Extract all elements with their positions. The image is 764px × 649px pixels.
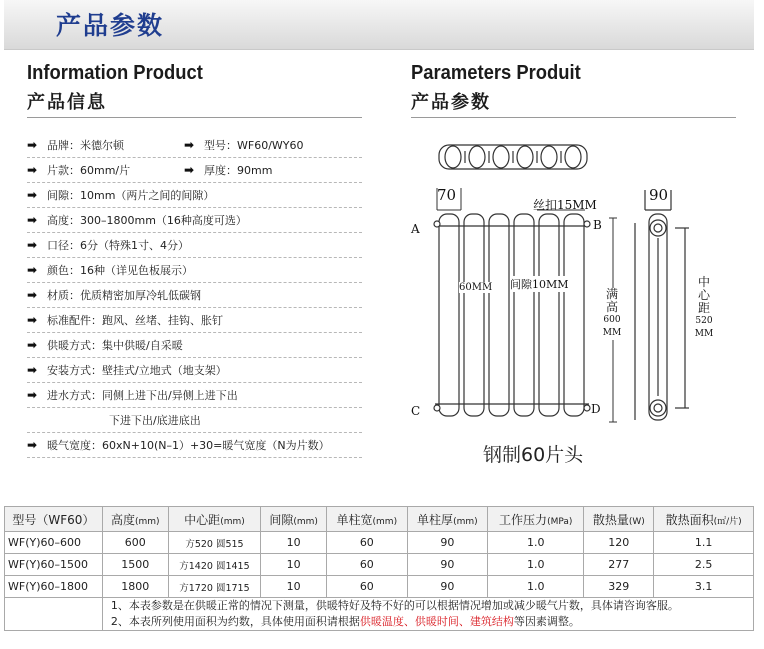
col-center: [168, 507, 261, 532]
col-unit: (mm): [372, 516, 398, 527]
full-height-value: 600: [603, 315, 621, 325]
top-view-sections: [445, 146, 581, 168]
col-heat: [584, 507, 654, 532]
arrow-right-icon: ➡: [27, 238, 38, 252]
col-label: 工作压力: [499, 512, 548, 527]
header-bar: [4, 0, 754, 50]
col-model: [5, 507, 103, 532]
col-width: [327, 507, 408, 532]
spec-row: [27, 433, 362, 458]
table-notes: [102, 598, 753, 631]
drawing-caption: 钢制60片头: [483, 444, 584, 466]
cell-heat: 277: [584, 554, 654, 576]
col-unit: (mm): [453, 516, 478, 527]
params-title-cn: 产品参数: [411, 92, 491, 113]
cell-gap: 10: [261, 532, 327, 554]
cell-model: WF(Y)60–600: [5, 532, 103, 554]
cell-area: 3.1: [654, 576, 754, 598]
spec-row: [27, 133, 362, 158]
arrow-right-icon: ➡: [27, 213, 38, 227]
col-label: 散热面积: [665, 512, 714, 527]
arrow-right-icon: ➡: [184, 138, 195, 152]
spec-install: 安装方式：壁挂式/立地式（地支架）: [47, 364, 227, 377]
spec-row: [27, 283, 362, 308]
cell-thickness: 90: [407, 576, 488, 598]
col-gap: [261, 507, 327, 532]
full-height-char: 高: [605, 300, 618, 314]
page-title: 产品参数: [56, 11, 165, 40]
cell-pressure: 1.0: [488, 532, 584, 554]
col-unit: (mm): [135, 516, 160, 527]
arrow-right-icon: ➡: [27, 363, 38, 377]
spec-model: 型号：WF60/WY60: [204, 139, 304, 152]
spec-row: [27, 233, 362, 258]
cell-center: 方520 圆515: [168, 532, 261, 554]
info-title-en: Information Product: [27, 62, 203, 84]
arrow-right-icon: ➡: [27, 263, 38, 277]
notes-spacer: [5, 598, 103, 631]
cell-thickness: 90: [407, 554, 488, 576]
arrow-right-icon: ➡: [27, 288, 38, 302]
cell-center: 方1720 圆1715: [168, 576, 261, 598]
arrow-right-icon: ➡: [27, 388, 38, 402]
arrow-right-icon: ➡: [27, 188, 38, 202]
arrow-right-icon: ➡: [27, 438, 38, 452]
cell-center: 方1420 圆1415: [168, 554, 261, 576]
spec-brand: 品牌：米德尔顿: [47, 139, 124, 152]
spec-height: 高度：300–1800mm（16种高度可选）: [47, 214, 247, 227]
spec-inlet-more: 下进下出/底进底出: [109, 414, 201, 427]
spec-accessories: 标准配件：跑风、丝堵、挂钩、胀钉: [47, 314, 223, 327]
point-a: A: [411, 222, 420, 236]
radiator-diagram-svg: [405, 138, 735, 438]
center-char: 距: [697, 301, 710, 315]
col-height: [102, 507, 168, 532]
cell-pressure: 1.0: [488, 576, 584, 598]
note-2-prefix: 2、本表所列使用面积为约数，具体使用面积请根据: [110, 615, 360, 628]
dim-gap: 间隙10MM: [510, 278, 569, 291]
col-unit: (MPa): [547, 516, 573, 527]
table-row: [5, 554, 754, 576]
radiator-drawing: [405, 138, 735, 468]
front-view: [434, 214, 590, 416]
info-divider: [27, 117, 362, 118]
cell-gap: 10: [261, 576, 327, 598]
spec-inlet: 进水方式：同侧上进下出/异侧上进下出: [47, 389, 238, 402]
spec-gap: 间隙：10mm（两片之间的间隙）: [47, 189, 215, 202]
cell-width: 60: [327, 576, 408, 598]
cell-width: 60: [327, 554, 408, 576]
col-unit: (W): [628, 516, 645, 527]
spec-caliber: 口径：6分（特殊1寸、4分）: [47, 239, 189, 252]
spec-row: [27, 158, 362, 183]
arrow-right-icon: ➡: [27, 313, 38, 327]
point-d: D: [591, 402, 601, 416]
col-thickness: [407, 507, 488, 532]
cell-gap: 10: [261, 554, 327, 576]
spec-list: [27, 133, 362, 458]
col-label: 间隙: [269, 512, 294, 527]
spec-row: [27, 308, 362, 333]
arrow-right-icon: ➡: [27, 163, 38, 177]
spec-heating: 供暖方式：集中供暖/自采暖: [47, 339, 183, 352]
spec-row: [27, 358, 362, 383]
center-value: 520: [695, 316, 713, 326]
full-height-label: [601, 288, 623, 340]
table-row: [5, 532, 754, 554]
spec-thickness: 厚度：90mm: [204, 164, 273, 177]
spec-row: [27, 333, 362, 358]
spec-color: 颜色：16种（详见色板展示）: [47, 264, 193, 277]
cell-pressure: 1.0: [488, 554, 584, 576]
spec-row: [27, 408, 362, 433]
table-header-row: [5, 507, 754, 532]
col-unit: (mm): [293, 516, 318, 527]
arrow-right-icon: ➡: [27, 138, 38, 152]
col-area: [654, 507, 754, 532]
dim-60: 60MM: [459, 282, 493, 293]
parameter-table: [4, 506, 754, 631]
params-divider: [411, 117, 736, 118]
top-view: [439, 145, 587, 169]
full-height-unit: MM: [602, 328, 622, 338]
col-label: 中心距: [184, 512, 221, 527]
col-unit: (mm): [220, 516, 245, 527]
center-char: 中: [697, 275, 710, 289]
note-2: [111, 614, 751, 630]
col-label: 型号（WF60）: [12, 512, 95, 527]
info-title-cn: 产品信息: [27, 92, 107, 113]
col-label: 单柱宽: [336, 512, 373, 527]
col-label: 高度: [110, 512, 135, 527]
table-notes-row: [5, 598, 754, 631]
center-distance-label: [693, 276, 715, 341]
cell-width: 60: [327, 532, 408, 554]
arrow-right-icon: ➡: [184, 163, 195, 177]
note-1: 1、本表参数是在供暖正常的情况下测量，供暖特好及特不好的可以根据情况增加或减少暖气片数，具体请咨询客服。: [110, 599, 679, 612]
center-unit: MM: [694, 329, 714, 339]
spec-row: [27, 258, 362, 283]
cell-model: WF(Y)60–1500: [5, 554, 103, 576]
spec-width-formula: 暖气宽度：60xN+10(N–1）+30=暖气宽度（N为片数）: [47, 439, 330, 452]
spec-row: [27, 183, 362, 208]
spec-material: 材质：优质精密加厚冷轧低碳钢: [47, 289, 201, 302]
dim-90: 90: [649, 186, 669, 204]
params-title-en: Parameters Produit: [411, 62, 581, 84]
dim-thread: 丝扣15MM: [533, 198, 597, 212]
cell-height: 600: [102, 532, 168, 554]
note-2-highlight: 供暖温度、供暖时间、建筑结构: [359, 615, 514, 628]
cell-height: 1500: [102, 554, 168, 576]
note-2-suffix: 等因素调整。: [513, 615, 580, 628]
cell-height: 1800: [102, 576, 168, 598]
col-pressure: [488, 507, 584, 532]
point-b: B: [593, 218, 602, 232]
spec-row: [27, 208, 362, 233]
dim-70: 70: [437, 186, 457, 204]
cell-heat: 120: [584, 532, 654, 554]
spec-row: [27, 383, 362, 408]
full-height-char: 满: [605, 287, 618, 301]
arrow-right-icon: ➡: [27, 338, 38, 352]
table-row: [5, 576, 754, 598]
cell-thickness: 90: [407, 532, 488, 554]
cell-model: WF(Y)60–1800: [5, 576, 103, 598]
col-unit: (㎡/片): [713, 516, 742, 527]
cell-area: 2.5: [654, 554, 754, 576]
side-view: [635, 190, 689, 420]
col-label: 单柱厚: [417, 512, 454, 527]
cell-area: 1.1: [654, 532, 754, 554]
col-label: 散热量: [592, 512, 629, 527]
point-c: C: [411, 404, 421, 418]
center-char: 心: [697, 288, 710, 302]
cell-heat: 329: [584, 576, 654, 598]
spec-width: 片款：60mm/片: [47, 164, 131, 177]
